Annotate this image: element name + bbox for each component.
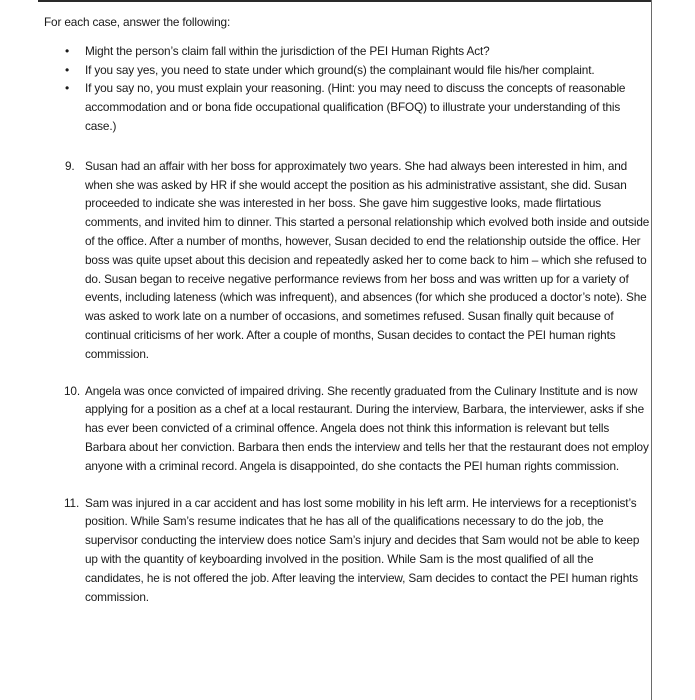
bullet-icon: • (65, 62, 70, 77)
bullet-icon: • (65, 81, 70, 96)
question-list (44, 42, 650, 136)
case-text: Susan had an affair with her boss for approximately two years. She had always been interested in him, and when she was asked by HR if she would accept the position as his administrative assistant, she did. Susan proceeded to indicate she was interested in her boss. She gave him suggestive looks, made flirtatious comments, and invited him to dinner. This started a personal relationship which evolved both inside and outside of the office. After a number of months, however, Susan decided to end the relationship outside the office. Her boss was quite upset about this decision and repeatedly asked her to come back to him – which she refused to do. Susan began to receive negative performance reviews from her boss and was written up for a variety of events, including lateness (which was infrequent), and absences (for which she produced a doctor’s note). She was asked to work late on a number of occasions, and sometimes refused. Susan finally quit because of continual criticisms of her work. After a couple of months, Susan decides to contact the PEI human rights commission. (85, 158, 650, 361)
question-text: If you say yes, you need to state under which ground(s) the complainant would file his/her complaint. (85, 62, 595, 77)
assignment-content (44, 13, 650, 606)
instructions-heading: For each case, answer the following: (44, 15, 231, 29)
bullet-icon: • (65, 43, 70, 58)
case-number: 9. (65, 158, 75, 173)
case-number: 11. (64, 495, 80, 510)
case-number: 10. (64, 383, 80, 398)
question-text: If you say no, you must explain your reasoning. (Hint: you may need to discuss the concepts of reasonable accommodation and or bona fide occupational qualification (BFOQ) to illustrate your understanding of this case.) (85, 81, 626, 133)
case-10 (44, 382, 650, 476)
case-text: Sam was injured in a car accident and has lost some mobility in his left arm. He interviews for a receptionist’s position. While Sam’s resume indicates that he has all of the qualifications necessary to do the job, the supervisor conducting the interview does notice Sam’s injury and decides that Sam would not be able to keep up with the quantity of keyboarding involved in the position. While Sam is the most qualified of all the candidates, he is not offered the job. After leaving the interview, Sam decides to contact the PEI human rights commission. (85, 495, 640, 604)
question-item-grounds (44, 61, 650, 80)
case-9 (44, 157, 650, 364)
question-item-jurisdiction (44, 42, 650, 61)
question-item-reasoning (44, 79, 650, 135)
case-11 (44, 494, 650, 607)
top-border-line (38, 0, 651, 2)
question-text: Might the person’s claim fall within the jurisdiction of the PEI Human Rights Act? (85, 43, 490, 58)
case-text: Angela was once convicted of impaired driving. She recently graduated from the Culinary Institute and is now applying for a position as a chef at a local restaurant. During the interview, Barbara, the interviewer, asks if she has ever been convicted of a criminal offence. Angela does not think this information is relevant but tells Barbara about her conviction. Barbara then ends the interview and tells her that the restaurant does not employ anyone with a criminal record. Angela is disappointed, do she contacts the PEI human rights commission. (85, 383, 649, 473)
right-margin-line (651, 0, 652, 700)
